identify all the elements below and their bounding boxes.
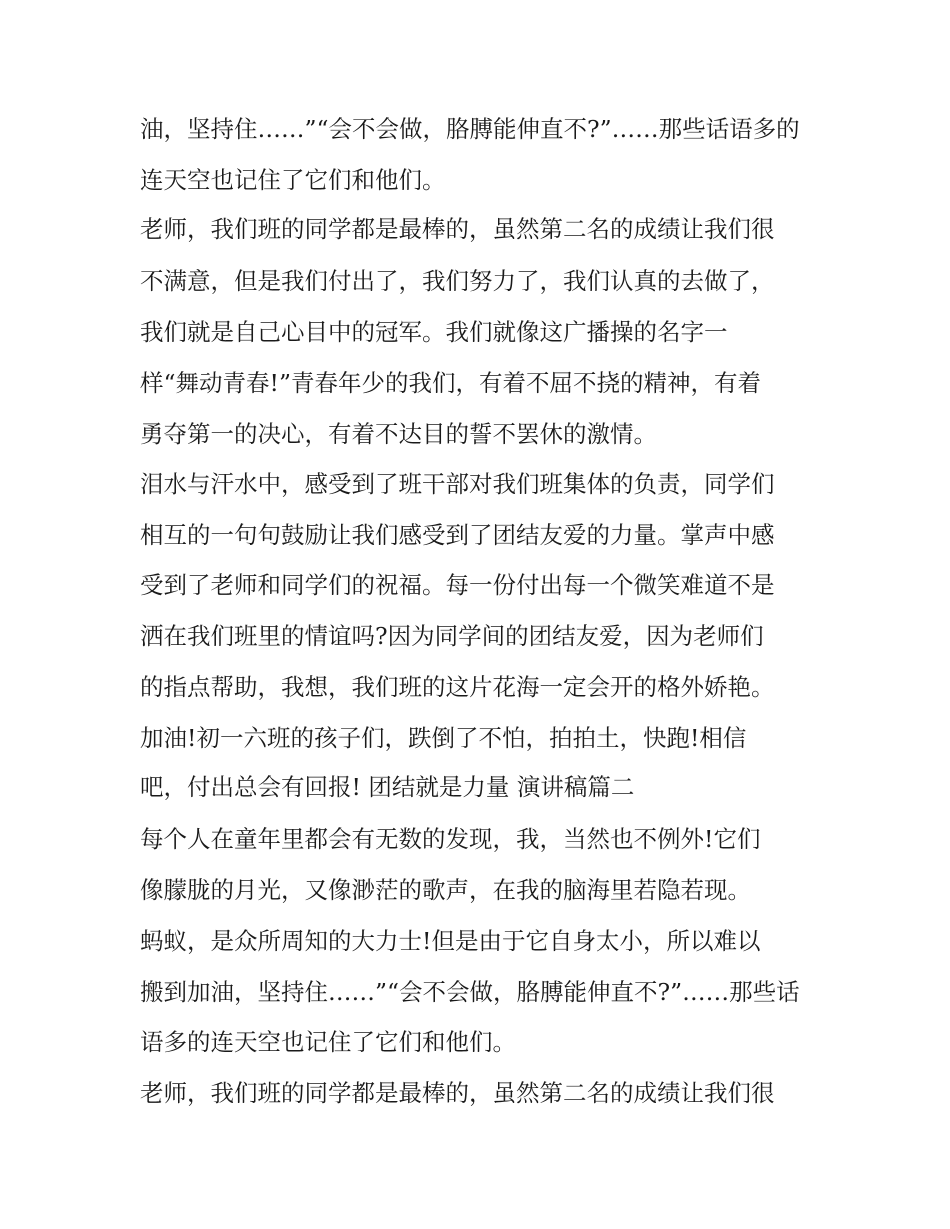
- text-line: 洒在我们班里的情谊吗?因为同学间的团结友爱，因为老师们: [140, 622, 764, 650]
- text-line: 加油!初一六班的孩子们，跌倒了不怕，拍拍土，快跑!相信: [140, 724, 747, 752]
- text-line: 勇夺第一的决心，有着不达目的誓不罢休的激情。: [140, 420, 657, 448]
- text-line: 搬到加油，坚持住……”“会不会做，胳膊能伸直不?”……那些话: [140, 978, 800, 1006]
- text-line: 的指点帮助，我想，我们班的这片花海一定会开的格外娇艳。: [140, 673, 775, 701]
- text-line: 泪水与汗水中，感受到了班干部对我们班集体的负责，同学们: [140, 470, 775, 498]
- text-line: 蚂蚁，是众所周知的大力士!但是由于它自身太小，所以难以: [140, 927, 761, 955]
- text-line: 油，坚持住……”“会不会做，胳膊能伸直不?”……那些话语多的: [140, 115, 800, 143]
- text-line: 连天空也记住了它们和他们。: [140, 166, 446, 194]
- text-line: 不满意，但是我们付出了，我们努力了，我们认真的去做了，: [140, 267, 775, 295]
- text-line: 相互的一句句鼓励让我们感受到了团结友爱的力量。掌声中感: [140, 521, 775, 549]
- text-line: 老师，我们班的同学都是最棒的，虽然第二名的成绩让我们很: [140, 1079, 775, 1107]
- text-line: 老师，我们班的同学都是最棒的，虽然第二名的成绩让我们很: [140, 215, 775, 243]
- text-line: 样“舞动青春!”青春年少的我们，有着不屈不挠的精神，有着: [140, 369, 761, 397]
- text-line: 语多的连天空也记住了它们和他们。: [140, 1028, 516, 1056]
- text-line: 每个人在童年里都会有无数的发现，我，当然也不例外!它们: [140, 825, 761, 853]
- text-line: 吧，付出总会有回报! 团结就是力量 演讲稿篇二: [140, 773, 635, 801]
- text-line: 我们就是自己心目中的冠军。我们就像这广播操的名字一: [140, 318, 728, 346]
- text-line: 受到了老师和同学们的祝福。每一份付出每一个微笑难道不是: [140, 571, 775, 599]
- text-line: 像朦胧的月光，又像渺茫的歌声，在我的脑海里若隐若现。: [140, 876, 751, 904]
